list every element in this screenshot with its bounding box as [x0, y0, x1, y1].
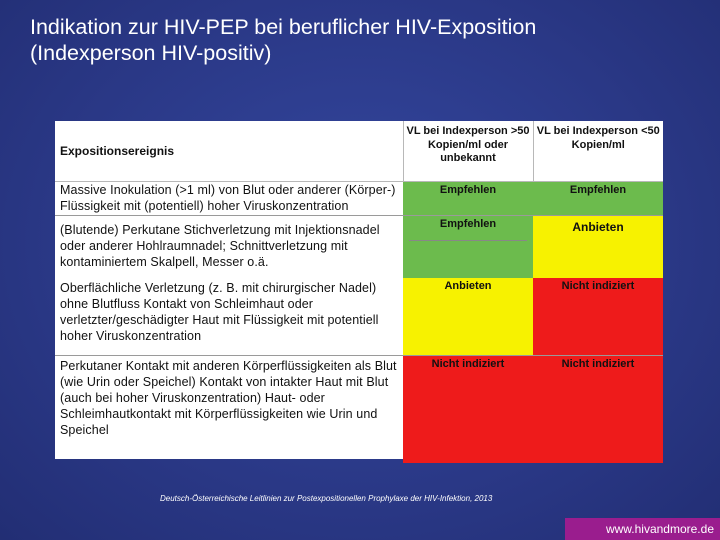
- recommendation-cell-low: Empfehlen: [533, 182, 663, 216]
- title-line-1: Indikation zur HIV-PEP bei beruflicher HIV-Exposition: [30, 15, 537, 39]
- recommendation-cell-high: Empfehlen: [403, 182, 533, 216]
- recommendation-cell-high: [403, 216, 533, 278]
- event-text: (Blutende) Perkutane Stichverletzung mit Injektionsnadel oder anderer Hohlraumnadel; Schnittverletzung mit kontaminiertem Skalpell, Messer o.ä.: [60, 223, 380, 269]
- recommendation-cell-high: Nicht indiziert: [403, 356, 533, 463]
- divider: [409, 240, 527, 241]
- title-line-2: (Indexperson HIV-positiv): [30, 41, 272, 65]
- recommendation-cell-low: Anbieten: [533, 216, 663, 278]
- event-cell: Oberflächliche Verletzung (z. B. mit chirurgischer Nadel) ohne Blutfluss Kontakt von Schleimhaut oder verletzter/geschädigter Haut mit Flüssigkeit mit potentiell hoher Viruskonzentration: [60, 280, 379, 343]
- table-header-row: [55, 121, 663, 182]
- table-row: [55, 278, 663, 356]
- table-row: [55, 182, 663, 216]
- recommendation-cell-low: Nicht indiziert: [533, 278, 663, 356]
- event-cell: [55, 216, 403, 278]
- recommendation-cell-high: Anbieten: [403, 278, 533, 356]
- table-row: [55, 356, 663, 463]
- event-cell: Massive Inokulation (>1 ml) von Blut oder anderer (Körper-) Flüssigkeit mit (potentiell) hoher Viruskonzentration: [60, 183, 396, 213]
- source-footnote: Deutsch-Österreichische Leitlinien zur Postexpositionellen Prophylaxe der HIV-Infektion, 2013: [160, 494, 493, 503]
- header-event: Expositionsereignis: [55, 121, 403, 182]
- pep-indication-table: [55, 121, 663, 459]
- table-row: [55, 216, 663, 278]
- website-link[interactable]: www.hivandmore.de: [565, 518, 720, 540]
- event-cell: Perkutaner Kontakt mit anderen Körperflüssigkeiten als Blut (wie Urin oder Speichel) Kontakt von intakter Haut mit Blut (auch bei hoher Viruskonzentration) Haut- oder Schleimhautkontakt mit Körperflüssigkeiten wie Urin und Speichel: [55, 356, 403, 463]
- header-viral-load-low: VL bei Indexperson <50 Kopien/ml: [533, 121, 663, 182]
- recommendation-text: Empfehlen: [439, 218, 497, 230]
- header-viral-load-high: VL bei Indexperson >50 Kopien/ml oder unbekannt: [403, 121, 533, 182]
- slide-title: [30, 14, 690, 66]
- recommendation-cell-low: Nicht indiziert: [533, 356, 663, 463]
